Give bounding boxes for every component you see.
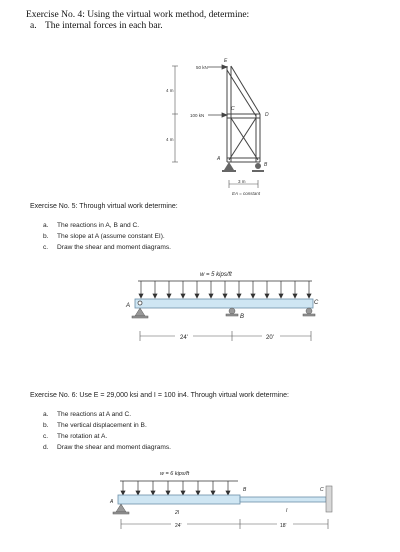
inertia-left-label: 2I: [175, 510, 180, 516]
dim-label-top: 4 m: [166, 88, 174, 93]
node-b-label: B: [264, 162, 268, 168]
list-item: b. The slope at A (assume constant EI).: [43, 233, 165, 240]
list-item: d. Draw the shear and moment diagrams.: [43, 444, 171, 451]
node-d-label: D: [265, 112, 269, 118]
item-label: a.: [30, 21, 37, 31]
node-a-label: A: [110, 499, 114, 505]
dim-label-bottom: 4 m: [166, 137, 174, 142]
span-left-label: 24': [180, 335, 188, 341]
load-label: w = 5 kips/ft: [200, 272, 232, 278]
node-c-label: C: [231, 106, 235, 112]
load-label-mid: 100 kN: [190, 113, 205, 118]
node-c-label: C: [320, 487, 324, 493]
list-item: c. Draw the shear and moment diagrams.: [43, 244, 171, 251]
load-label-top: 50 kN: [196, 65, 208, 70]
node-b-label: B: [240, 314, 245, 320]
inertia-right-label: I: [286, 508, 288, 514]
ea-label: EA = constant: [232, 191, 260, 196]
list-item: a. The reactions in A, B and C.: [43, 222, 140, 229]
load-label: w = 6 kips/ft: [160, 471, 190, 477]
span-label: 3 m: [238, 179, 246, 184]
node-a-label: A: [126, 303, 131, 309]
exercise-4-title: Exercise No. 4: Using the virtual work method, determine:: [26, 10, 250, 20]
node-e-label: E: [224, 58, 228, 64]
item-text: The internal forces in each bar.: [44, 21, 163, 31]
exercise-5-title: Exercise No. 5: Through virtual work determine:: [30, 203, 178, 210]
node-a-label: A: [217, 156, 221, 162]
exercise-6-title: Exercise No. 6: Use E = 29,000 ksi and I = 100 in4. Through virtual work determine:: [30, 392, 290, 399]
span-right-label: 18': [280, 523, 287, 529]
node-c-label: C: [314, 300, 319, 306]
span-right-label: 20': [266, 335, 274, 341]
list-item: a. The reactions at A and C.: [43, 411, 132, 418]
list-item: b. The vertical displacement in B.: [43, 422, 147, 429]
list-item: c. The rotation at A.: [43, 433, 108, 440]
span-left-label: 24': [175, 523, 182, 529]
node-b-label: B: [243, 487, 247, 493]
